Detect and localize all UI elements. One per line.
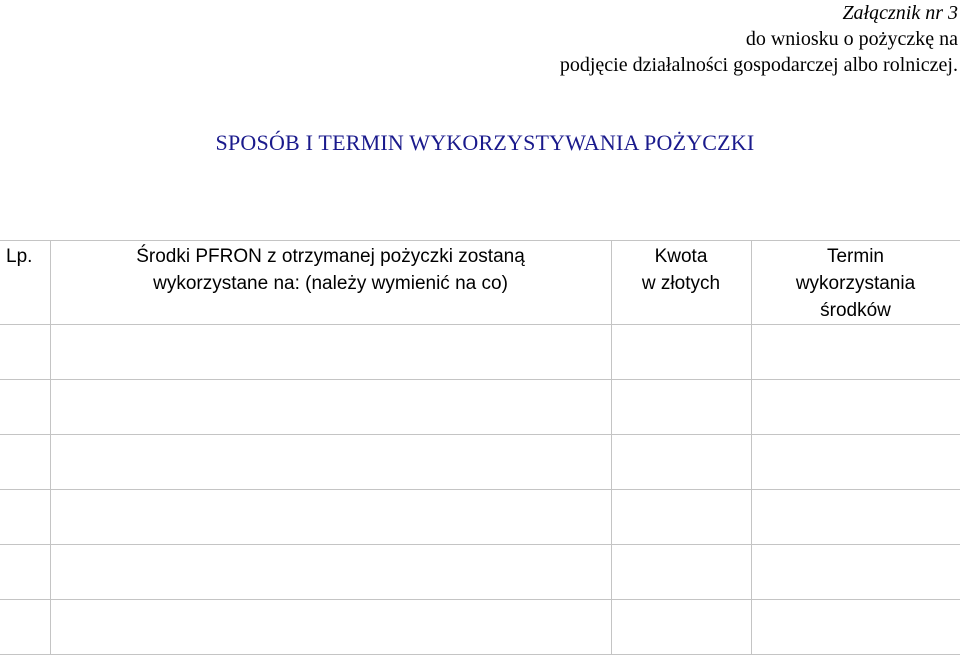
cell-deadline[interactable] [751,600,960,655]
cell-deadline[interactable] [751,435,960,490]
cell-lp[interactable] [0,545,50,600]
cell-purpose[interactable] [50,325,611,380]
cell-purpose[interactable] [50,545,611,600]
table-row [0,600,960,655]
column-header-amount [611,241,751,325]
loan-usage-table [0,240,960,655]
column-header-deadline-line-2: wykorzystania [795,273,916,294]
attachment-number: Załącznik nr 3 [842,2,958,24]
column-header-purpose-line-2: wykorzystane na: (należy wymienić na co) [153,273,508,294]
table-row [0,435,960,490]
column-header-deadline [751,241,960,325]
cell-deadline[interactable] [751,490,960,545]
column-header-purpose [50,241,611,325]
cell-amount[interactable] [611,380,751,435]
cell-amount[interactable] [611,490,751,545]
cell-lp[interactable] [0,325,50,380]
cell-lp[interactable] [0,435,50,490]
column-header-lp [0,241,50,325]
table-header-row [0,241,960,325]
table-row [0,325,960,380]
cell-purpose[interactable] [50,600,611,655]
cell-lp[interactable] [0,600,50,655]
cell-lp[interactable] [0,490,50,545]
column-header-deadline-line-1: Termin [826,246,884,267]
cell-deadline[interactable] [751,545,960,600]
cell-amount[interactable] [611,600,751,655]
column-header-purpose-line-1: Środki PFRON z otrzymanej pożyczki zostaną [136,246,525,267]
column-header-amount-line-2: w złotych [641,273,721,294]
column-header-amount-line-1: Kwota [654,246,708,267]
cell-deadline[interactable] [751,325,960,380]
cell-purpose[interactable] [50,380,611,435]
cell-amount[interactable] [611,435,751,490]
cell-lp[interactable] [0,380,50,435]
column-header-lp-label: Lp. [6,246,33,267]
cell-purpose[interactable] [50,435,611,490]
table-body [0,325,960,655]
table-row [0,490,960,545]
cell-amount[interactable] [611,325,751,380]
column-header-deadline-line-3: środków [820,300,891,321]
table-row [0,545,960,600]
document-title: SPOSÓB I TERMIN WYKORZYSTYWANIA POŻYCZKI [215,130,755,155]
cell-deadline[interactable] [751,380,960,435]
cell-amount[interactable] [611,545,751,600]
table-row [0,380,960,435]
cell-purpose[interactable] [50,490,611,545]
attachment-header [560,0,958,78]
attachment-line-2: do wniosku o pożyczkę na [745,28,958,50]
attachment-line-3: podjęcie działalności gospodarczej albo rolniczej. [559,54,958,76]
